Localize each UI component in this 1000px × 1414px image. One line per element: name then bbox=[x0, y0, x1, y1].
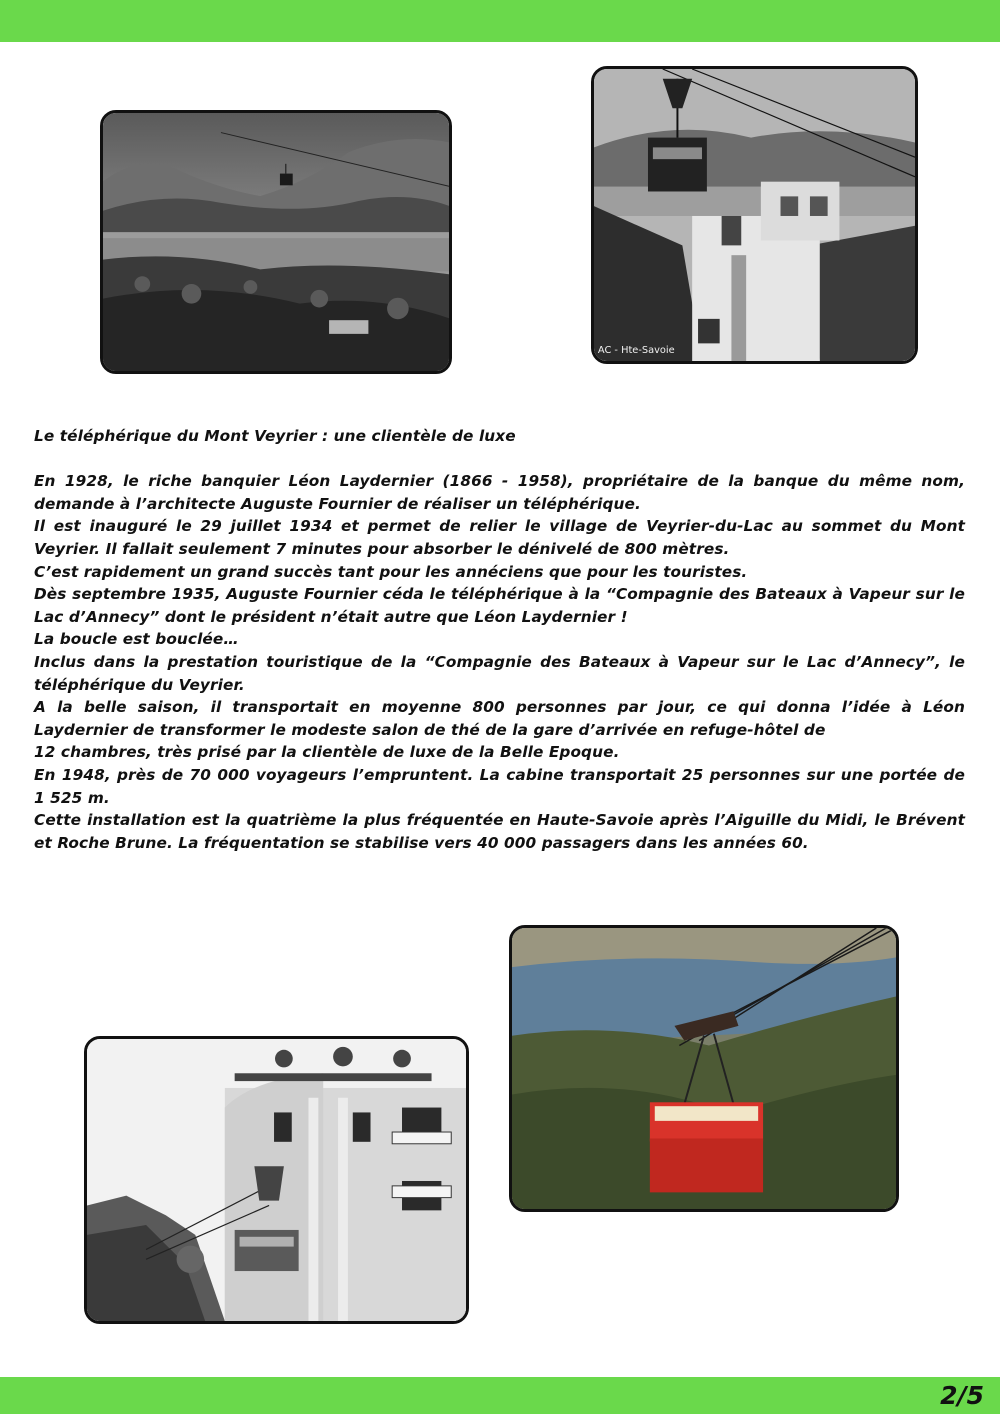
paragraph: Dès septembre 1935, Auguste Fournier céda le téléphérique à la “Compagnie des Bateaux à Vapeur sur le Lac d’Annecy” dont le président n’était autre que Léon Laydernier ! bbox=[34, 585, 965, 626]
lake-panorama-image bbox=[103, 113, 449, 371]
paragraph: 12 chambres, très prisé par la clientèle de luxe de la Belle Epoque. bbox=[34, 743, 620, 762]
lake-panorama-photo bbox=[100, 110, 452, 374]
refuge-hotel-image bbox=[87, 1039, 466, 1321]
paragraph: C’est rapidement un grand succès tant pour les annéciens que pour les touristes. bbox=[34, 562, 748, 581]
paragraph: En 1948, près de 70 000 voyageurs l’empruntent. La cabine transportait 25 personnes sur une portée de 1 525 m. bbox=[34, 765, 965, 807]
photo-caption: AC - Hte-Savoie bbox=[597, 345, 675, 357]
paragraph: Il est inauguré le 29 juillet 1934 et permet de relier le village de Veyrier-du-Lac au sommet du Mont Veyrier. Il fallait seulement 7 minutes pour absorber le dénivelé de 800 mètres. bbox=[34, 517, 965, 558]
paragraph: La boucle est bouclée… bbox=[34, 630, 239, 649]
paragraph: En 1928, le riche banquier Léon Laydernier (1866 - 1958), propriétaire de la banque du même nom, demande à l’architecte Auguste Fournier de réaliser un téléphérique. bbox=[34, 472, 965, 513]
arrival-station-image bbox=[594, 69, 915, 361]
top-header-band bbox=[0, 0, 1000, 42]
page-number: 2/5 bbox=[940, 1381, 984, 1410]
paragraph: Cette installation est la quatrième la plus fréquentée en Haute-Savoie après l’Aiguille du Midi, le Brévent et Roche Brune. La fréquentation se stabilise vers 40 000 passagers dans les années 60. bbox=[34, 811, 965, 852]
refuge-hotel-photo bbox=[84, 1036, 469, 1324]
article-title: Le téléphérique du Mont Veyrier : une clientèle de luxe bbox=[34, 427, 516, 445]
article-text bbox=[34, 425, 965, 854]
paragraph: Inclus dans la prestation touristique de la “Compagnie des Bateaux à Vapeur sur le Lac d’Annecy”, le téléphérique du Veyrier. bbox=[34, 652, 965, 694]
red-cabin-photo bbox=[509, 925, 899, 1212]
arrival-station-photo bbox=[591, 66, 918, 364]
red-cabin-image bbox=[512, 928, 896, 1209]
bottom-footer-band bbox=[0, 1377, 1000, 1414]
paragraph: A la belle saison, il transportait en moyenne 800 personnes par jour, ce qui donna l’idée à Léon Laydernier de transformer le modeste salon de thé de la gare d’arrivée en refuge-hôtel de bbox=[34, 698, 965, 739]
